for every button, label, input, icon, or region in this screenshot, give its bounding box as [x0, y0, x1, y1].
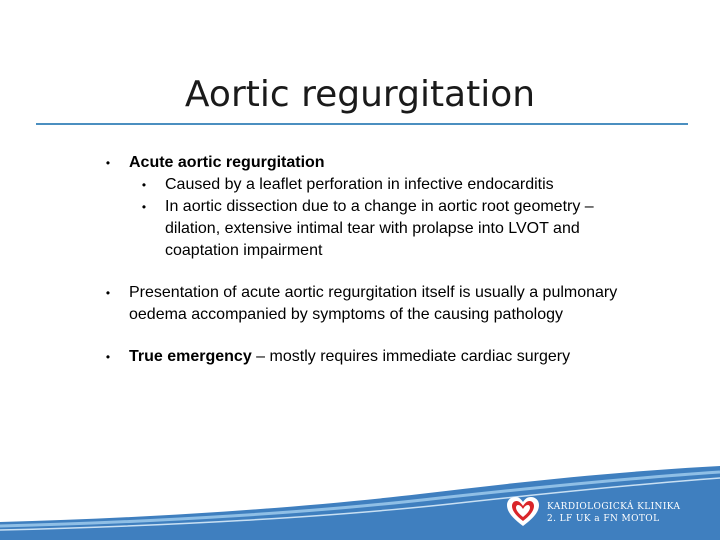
title-divider — [36, 123, 688, 125]
sub-item — [129, 196, 623, 262]
bullet-text: Presentation of acute aortic regurgitation itself is usually a pulmonary oedema accompanied by symptoms of the causing pathology — [129, 284, 618, 323]
bullet-marker: • — [105, 156, 111, 170]
bullet-acute — [103, 152, 623, 262]
bullet-marker: • — [105, 350, 111, 364]
logo-line2: 2. LF UK a FN MOTOL — [547, 514, 660, 524]
bullet-bold-lead: True emergency — [129, 348, 252, 365]
sub-item-text: In aortic dissection due to a change in aortic root geometry – dilation, extensive intimal tear with prolapse into LVOT and coaptation impairment — [165, 198, 594, 259]
slide-title: Aortic regurgitation — [184, 74, 536, 115]
slide-content — [103, 152, 623, 388]
bullet-text: – mostly requires immediate cardiac surgery — [251, 348, 571, 365]
heart-icon — [505, 494, 541, 530]
logo-text — [547, 501, 680, 525]
bullet-marker: • — [105, 286, 111, 300]
sub-bullet-marker: • — [141, 200, 147, 214]
logo-line1: KARDIOLOGICKÁ KLINIKA — [547, 502, 681, 512]
bullet-emergency — [103, 346, 623, 368]
bullet-presentation — [103, 282, 623, 326]
sub-bullet-marker: • — [141, 178, 147, 192]
sub-item-text: Caused by a leaflet perforation in infective endocarditis — [165, 176, 554, 193]
clinic-logo — [505, 494, 705, 534]
bullet-heading: Acute aortic regurgitation — [129, 154, 325, 171]
sub-item — [129, 174, 623, 196]
